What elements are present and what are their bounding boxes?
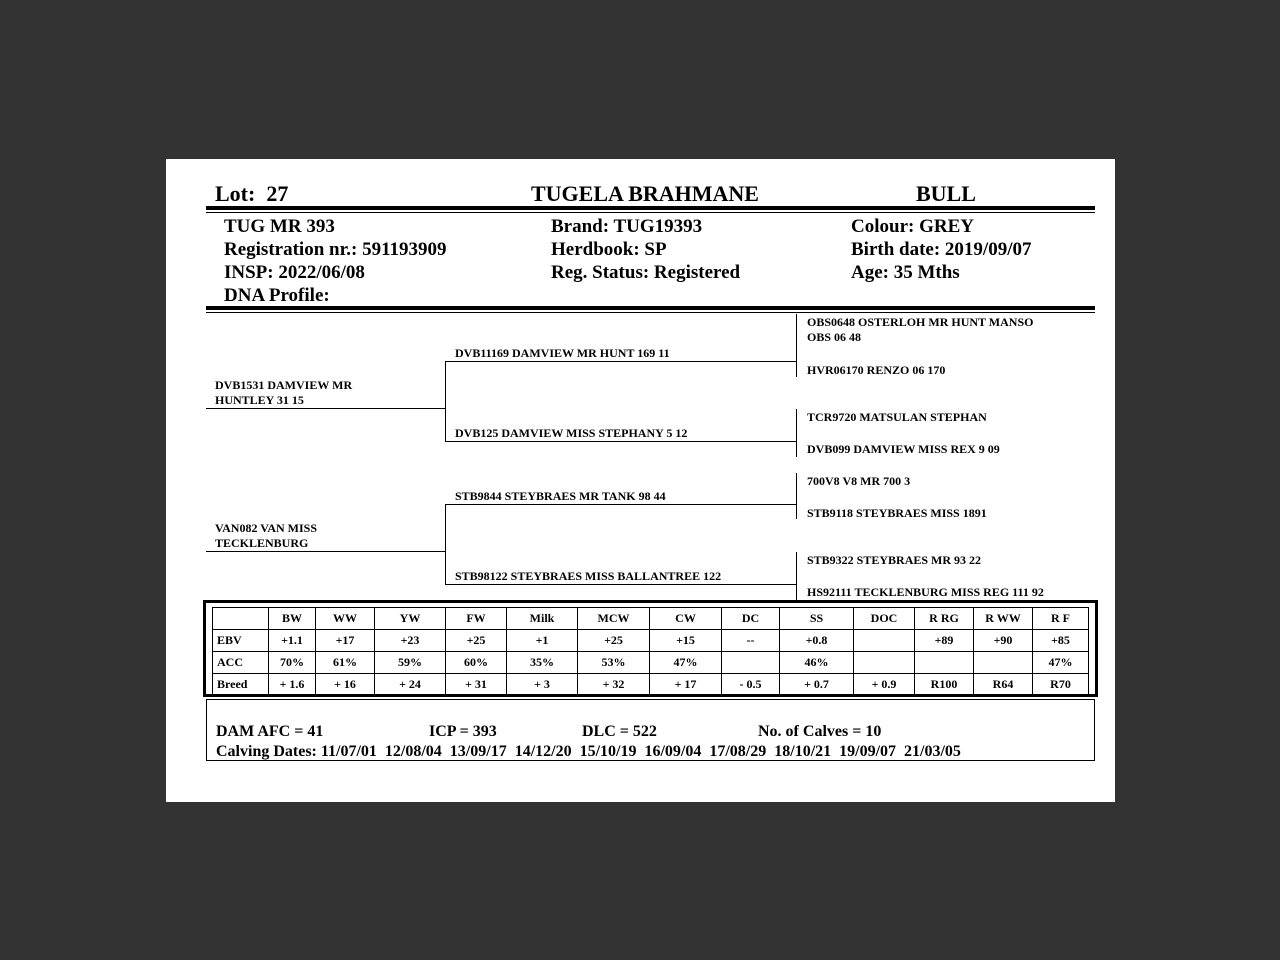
pedigree-dam: VAN082 VAN MISS TECKLENBURG — [215, 521, 318, 550]
ebv-column-header: BW — [269, 608, 316, 630]
ebv-cell — [854, 630, 915, 652]
animal-info-col1 — [224, 215, 447, 307]
pedigree-sire-dam: DVB125 DAMVIEW MISS STEPHANY 5 12 — [455, 426, 688, 440]
ebv-corner-cell — [213, 608, 269, 630]
ebv-cell: 70% — [269, 652, 316, 674]
herdbook: Herdbook: SP — [551, 239, 667, 260]
divider-thin — [206, 212, 1095, 213]
birth-date: Birth date: 2019/09/07 — [851, 239, 1032, 260]
calving-dates-label: Calving Dates: — [216, 743, 317, 760]
ebv-cell: +0.8 — [780, 630, 854, 652]
pedigree-line — [445, 505, 446, 585]
ebv-cell — [915, 652, 974, 674]
ebv-cell: + 3 — [507, 674, 578, 696]
ebv-column-header: DC — [722, 608, 780, 630]
ebv-cell: +85 — [1033, 630, 1089, 652]
ebv-column-header: SS — [780, 608, 854, 630]
pedigree-dam-dam: STB98122 STEYBRAES MISS BALLANTREE 122 — [455, 569, 722, 583]
age: Age: 35 Mths — [851, 262, 960, 283]
pedigree-line — [445, 362, 446, 442]
ebv-row-label: EBV — [213, 630, 269, 652]
ebv-row — [213, 652, 1089, 674]
calving-dates — [216, 743, 969, 761]
ebv-cell: + 0.9 — [854, 674, 915, 696]
ebv-column-header: FW — [446, 608, 507, 630]
dna-profile: DNA Profile: — [224, 285, 330, 306]
calving-dates-list — [321, 743, 969, 760]
ebv-header-row — [213, 608, 1089, 630]
pedigree-sss: OBS0648 OSTERLOH MR HUNT MANSO OBS 06 48 — [807, 315, 1034, 344]
ebv-column-header: Milk — [507, 608, 578, 630]
ebv-cell — [854, 652, 915, 674]
ebv-cell: R64 — [974, 674, 1033, 696]
calving-date: 14/12/20 — [514, 743, 572, 760]
ebv-cell: 61% — [316, 652, 375, 674]
breeder-name: TUGELA BRAHMANE — [531, 181, 759, 206]
pedigree-line — [445, 361, 797, 362]
pedigree-line — [445, 584, 797, 585]
ebv-cell: 46% — [780, 652, 854, 674]
ebv-cell: -- — [722, 630, 780, 652]
ebv-cell: +17 — [316, 630, 375, 652]
brand: Brand: TUG19393 — [551, 216, 703, 237]
ebv-column-header: MCW — [578, 608, 650, 630]
pedigree-line — [796, 409, 797, 457]
ebv-cell: +23 — [375, 630, 446, 652]
colour: Colour: GREY — [851, 216, 974, 237]
pedigree-line — [796, 314, 797, 377]
ebv-table — [212, 607, 1089, 696]
lot-label: Lot: — [215, 181, 256, 206]
pedigree-dss: 700V8 V8 MR 700 3 — [807, 474, 911, 488]
calving-date: 19/09/07 — [839, 743, 897, 760]
divider-thick — [206, 206, 1095, 210]
ebv-cell: 60% — [446, 652, 507, 674]
ebv-cell: +25 — [446, 630, 507, 652]
calving-date: 16/09/04 — [644, 743, 702, 760]
animal-info-col2 — [551, 215, 740, 284]
lot-number — [215, 181, 288, 207]
ebv-cell: +25 — [578, 630, 650, 652]
animal-sex: BULL — [916, 181, 976, 206]
reg-status: Reg. Status: Registered — [551, 262, 741, 283]
ebv-cell — [974, 652, 1033, 674]
ebv-row — [213, 674, 1089, 696]
pedigree-line — [796, 473, 797, 519]
inspection-date: INSP: 2022/06/08 — [224, 262, 365, 283]
ebv-column-header: R WW — [974, 608, 1033, 630]
calving-date: 12/08/04 — [384, 743, 442, 760]
pedigree-line — [206, 408, 446, 409]
pedigree-sire: DVB1531 DAMVIEW MR HUNTLEY 31 15 — [215, 378, 353, 407]
ebv-cell: 53% — [578, 652, 650, 674]
pedigree-ssd: HVR06170 RENZO 06 170 — [807, 363, 946, 377]
dam-icp: ICP = 393 — [429, 723, 497, 740]
ebv-row — [213, 630, 1089, 652]
ebv-cell: +1.1 — [269, 630, 316, 652]
ebv-row-label: Breed — [213, 674, 269, 696]
pedigree-dds: STB9322 STEYBRAES MR 93 22 — [807, 553, 982, 567]
pedigree-dam-sire: STB9844 STEYBRAES MR TANK 98 44 — [455, 489, 666, 503]
ebv-cell: +90 — [974, 630, 1033, 652]
ebv-cell: 47% — [650, 652, 722, 674]
ebv-column-header: YW — [375, 608, 446, 630]
ebv-cell: + 1.6 — [269, 674, 316, 696]
ebv-cell: + 0.7 — [780, 674, 854, 696]
pedigree-sire-sire: DVB11169 DAMVIEW MR HUNT 169 11 — [455, 346, 670, 360]
ebv-column-header: WW — [316, 608, 375, 630]
dam-afc: DAM AFC = 41 — [216, 723, 324, 740]
ebv-table-frame — [203, 600, 1098, 697]
ebv-cell: + 17 — [650, 674, 722, 696]
ebv-cell: 59% — [375, 652, 446, 674]
registration-number: Registration nr.: 591193909 — [224, 239, 447, 260]
ebv-row-label: ACC — [213, 652, 269, 674]
dam-dlc: DLC = 522 — [582, 723, 657, 740]
calving-date: 21/03/05 — [904, 743, 961, 760]
calving-date: 13/09/17 — [449, 743, 507, 760]
ebv-cell: +89 — [915, 630, 974, 652]
lot-value: 27 — [266, 181, 289, 206]
catalogue-card — [166, 159, 1115, 802]
ebv-cell: 35% — [507, 652, 578, 674]
ebv-column-header: R F — [1033, 608, 1089, 630]
pedigree-line — [445, 441, 797, 442]
calving-date: 17/08/29 — [709, 743, 767, 760]
dam-calves-count: No. of Calves = 10 — [758, 723, 882, 740]
pedigree-dsd: STB9118 STEYBRAES MISS 1891 — [807, 506, 987, 520]
ebv-cell: R70 — [1033, 674, 1089, 696]
ebv-cell — [722, 652, 780, 674]
ebv-cell: + 24 — [375, 674, 446, 696]
ebv-cell: + 16 — [316, 674, 375, 696]
ebv-cell: + 32 — [578, 674, 650, 696]
ebv-cell: - 0.5 — [722, 674, 780, 696]
divider-thin-2 — [206, 312, 1095, 313]
ebv-cell: +15 — [650, 630, 722, 652]
pedigree-ddd: HS92111 TECKLENBURG MISS REG 111 92 — [807, 585, 1044, 599]
animal-info-col3 — [851, 215, 1032, 284]
calving-date: 15/10/19 — [579, 743, 637, 760]
pedigree-line — [445, 504, 797, 505]
pedigree-sds: TCR9720 MATSULAN STEPHAN — [807, 410, 987, 424]
ebv-column-header: R RG — [915, 608, 974, 630]
pedigree-sdd: DVB099 DAMVIEW MISS REX 9 09 — [807, 442, 1000, 456]
calving-date: 11/07/01 — [320, 743, 377, 760]
ebv-column-header: CW — [650, 608, 722, 630]
ebv-cell: + 31 — [446, 674, 507, 696]
divider-thick-2 — [206, 306, 1095, 310]
ebv-column-header: DOC — [854, 608, 915, 630]
ebv-cell: R100 — [915, 674, 974, 696]
calving-date: 18/10/21 — [774, 743, 832, 760]
ebv-cell: +1 — [507, 630, 578, 652]
pedigree-line — [796, 552, 797, 600]
pedigree-line — [206, 551, 446, 552]
ebv-cell: 47% — [1033, 652, 1089, 674]
dam-info-box — [206, 699, 1095, 761]
animal-name: TUG MR 393 — [224, 216, 335, 237]
